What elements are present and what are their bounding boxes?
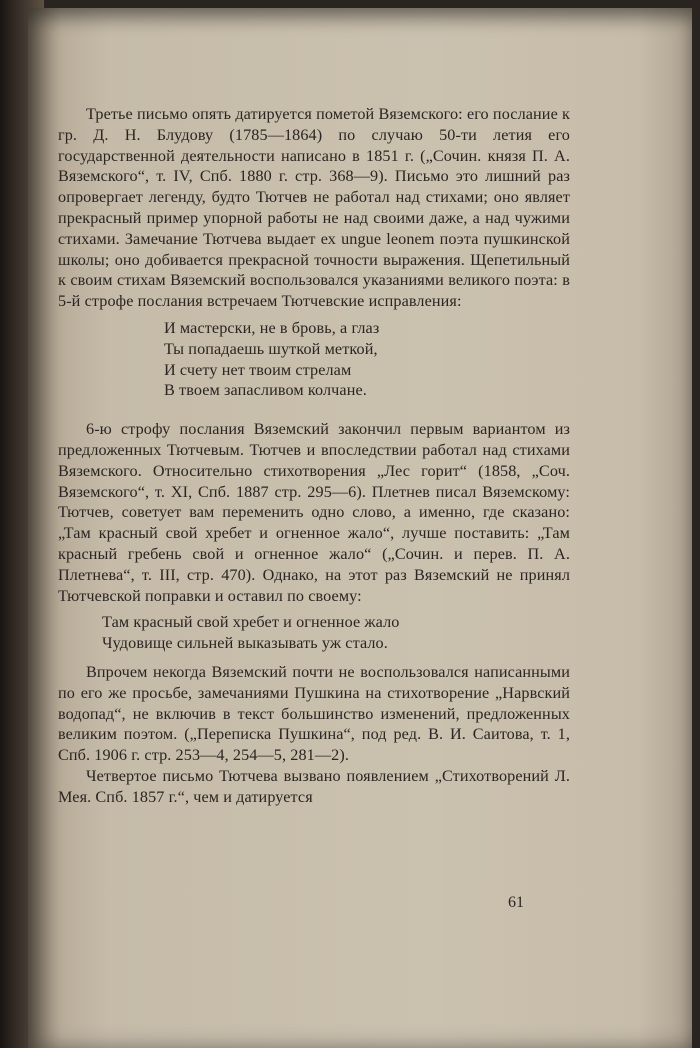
paragraph-3: Впрочем некогда Вяземский почти не воспользовался написанными по его же просьбе, замечаниями Пушкина на стихотворение „Нарвский водопад“, не включив в текст большинство изменений, предложенных великим поэтом. („Переписка Пушкина“, под ред. В. И. Саитова, т. 1, Спб. 1906 г. стр. 253—4, 254—5, 281—2). xyxy=(58,662,570,765)
page-number: 61 xyxy=(508,894,524,911)
verse-line: В твоем запасливом колчане. xyxy=(164,381,367,400)
paragraph-1: Третье письмо опять датируется пометой Вяземского: его послание к гр. Д. Н. Блудову (1785—1864) по случаю 50-ти летия его государственной деятельности написано в 1851 г. („Сочин. князя П. А. Вяземского“, т. IV, Спб. 1880 г. стр. 368—9). Письмо это лишний раз опровергает легенду, будто Тютчев не работал над стихами; оно являет прекрасный пример упорной работы не над своими даже, а над чужими стихами. Замечание Тютчева выдает ех ungue leonem поэта пушкинской школы; оно добивается прекрасной точности выражения. Щепетильный к своим стихам Вяземский воспользовался указаниями великого поэта: в 5-й строфе послания встречаем Тютчевские исправления: xyxy=(58,105,570,311)
spacer xyxy=(58,409,570,419)
page-text xyxy=(58,104,570,808)
verse-line: Там красный свой хребет и огненное жало xyxy=(102,613,400,632)
verse-line: И мастерски, не в бровь, а глаз xyxy=(164,318,380,337)
verse-quote-1 xyxy=(58,318,570,401)
paragraph-2: 6-ю строфу послания Вяземский закончил первым вариантом из предложенных Тютчевым. Тютчев и впоследствии работал над стихами Вяземского. Относительно стихотворения „Лес горит“ (1858, „Соч. Вяземского“, т. XI, Спб. 1887 стр. 295—6). Плетнев писал Вяземскому: Тютчев, советует вам переменить одно слово, а именно, где сказано: „Там красный свой хребет и огненное жало“, лучше поставить: „Там красный гребень свой и огненное жало“ („Сочин. и перев. П. А. Плетнева“, т. III, стр. 470). Однако, на этот раз Вяземский не принял Тютчевской поправки и оставил по своему: xyxy=(58,420,570,605)
book-page xyxy=(28,8,692,1048)
verse-quote-2 xyxy=(58,612,570,654)
verse-line: И счету нет твоим стрелам xyxy=(164,360,352,379)
verse-line: Чудовище сильней выказывать уж стало. xyxy=(102,634,388,653)
paragraph-4: Четвертое письмо Тютчева вызвано появлением „Стихотворений Л. Мея. Спб. 1857 г.“, чем и датируется xyxy=(58,766,570,806)
verse-line: Ты попадаешь шуткой меткой, xyxy=(164,339,378,358)
